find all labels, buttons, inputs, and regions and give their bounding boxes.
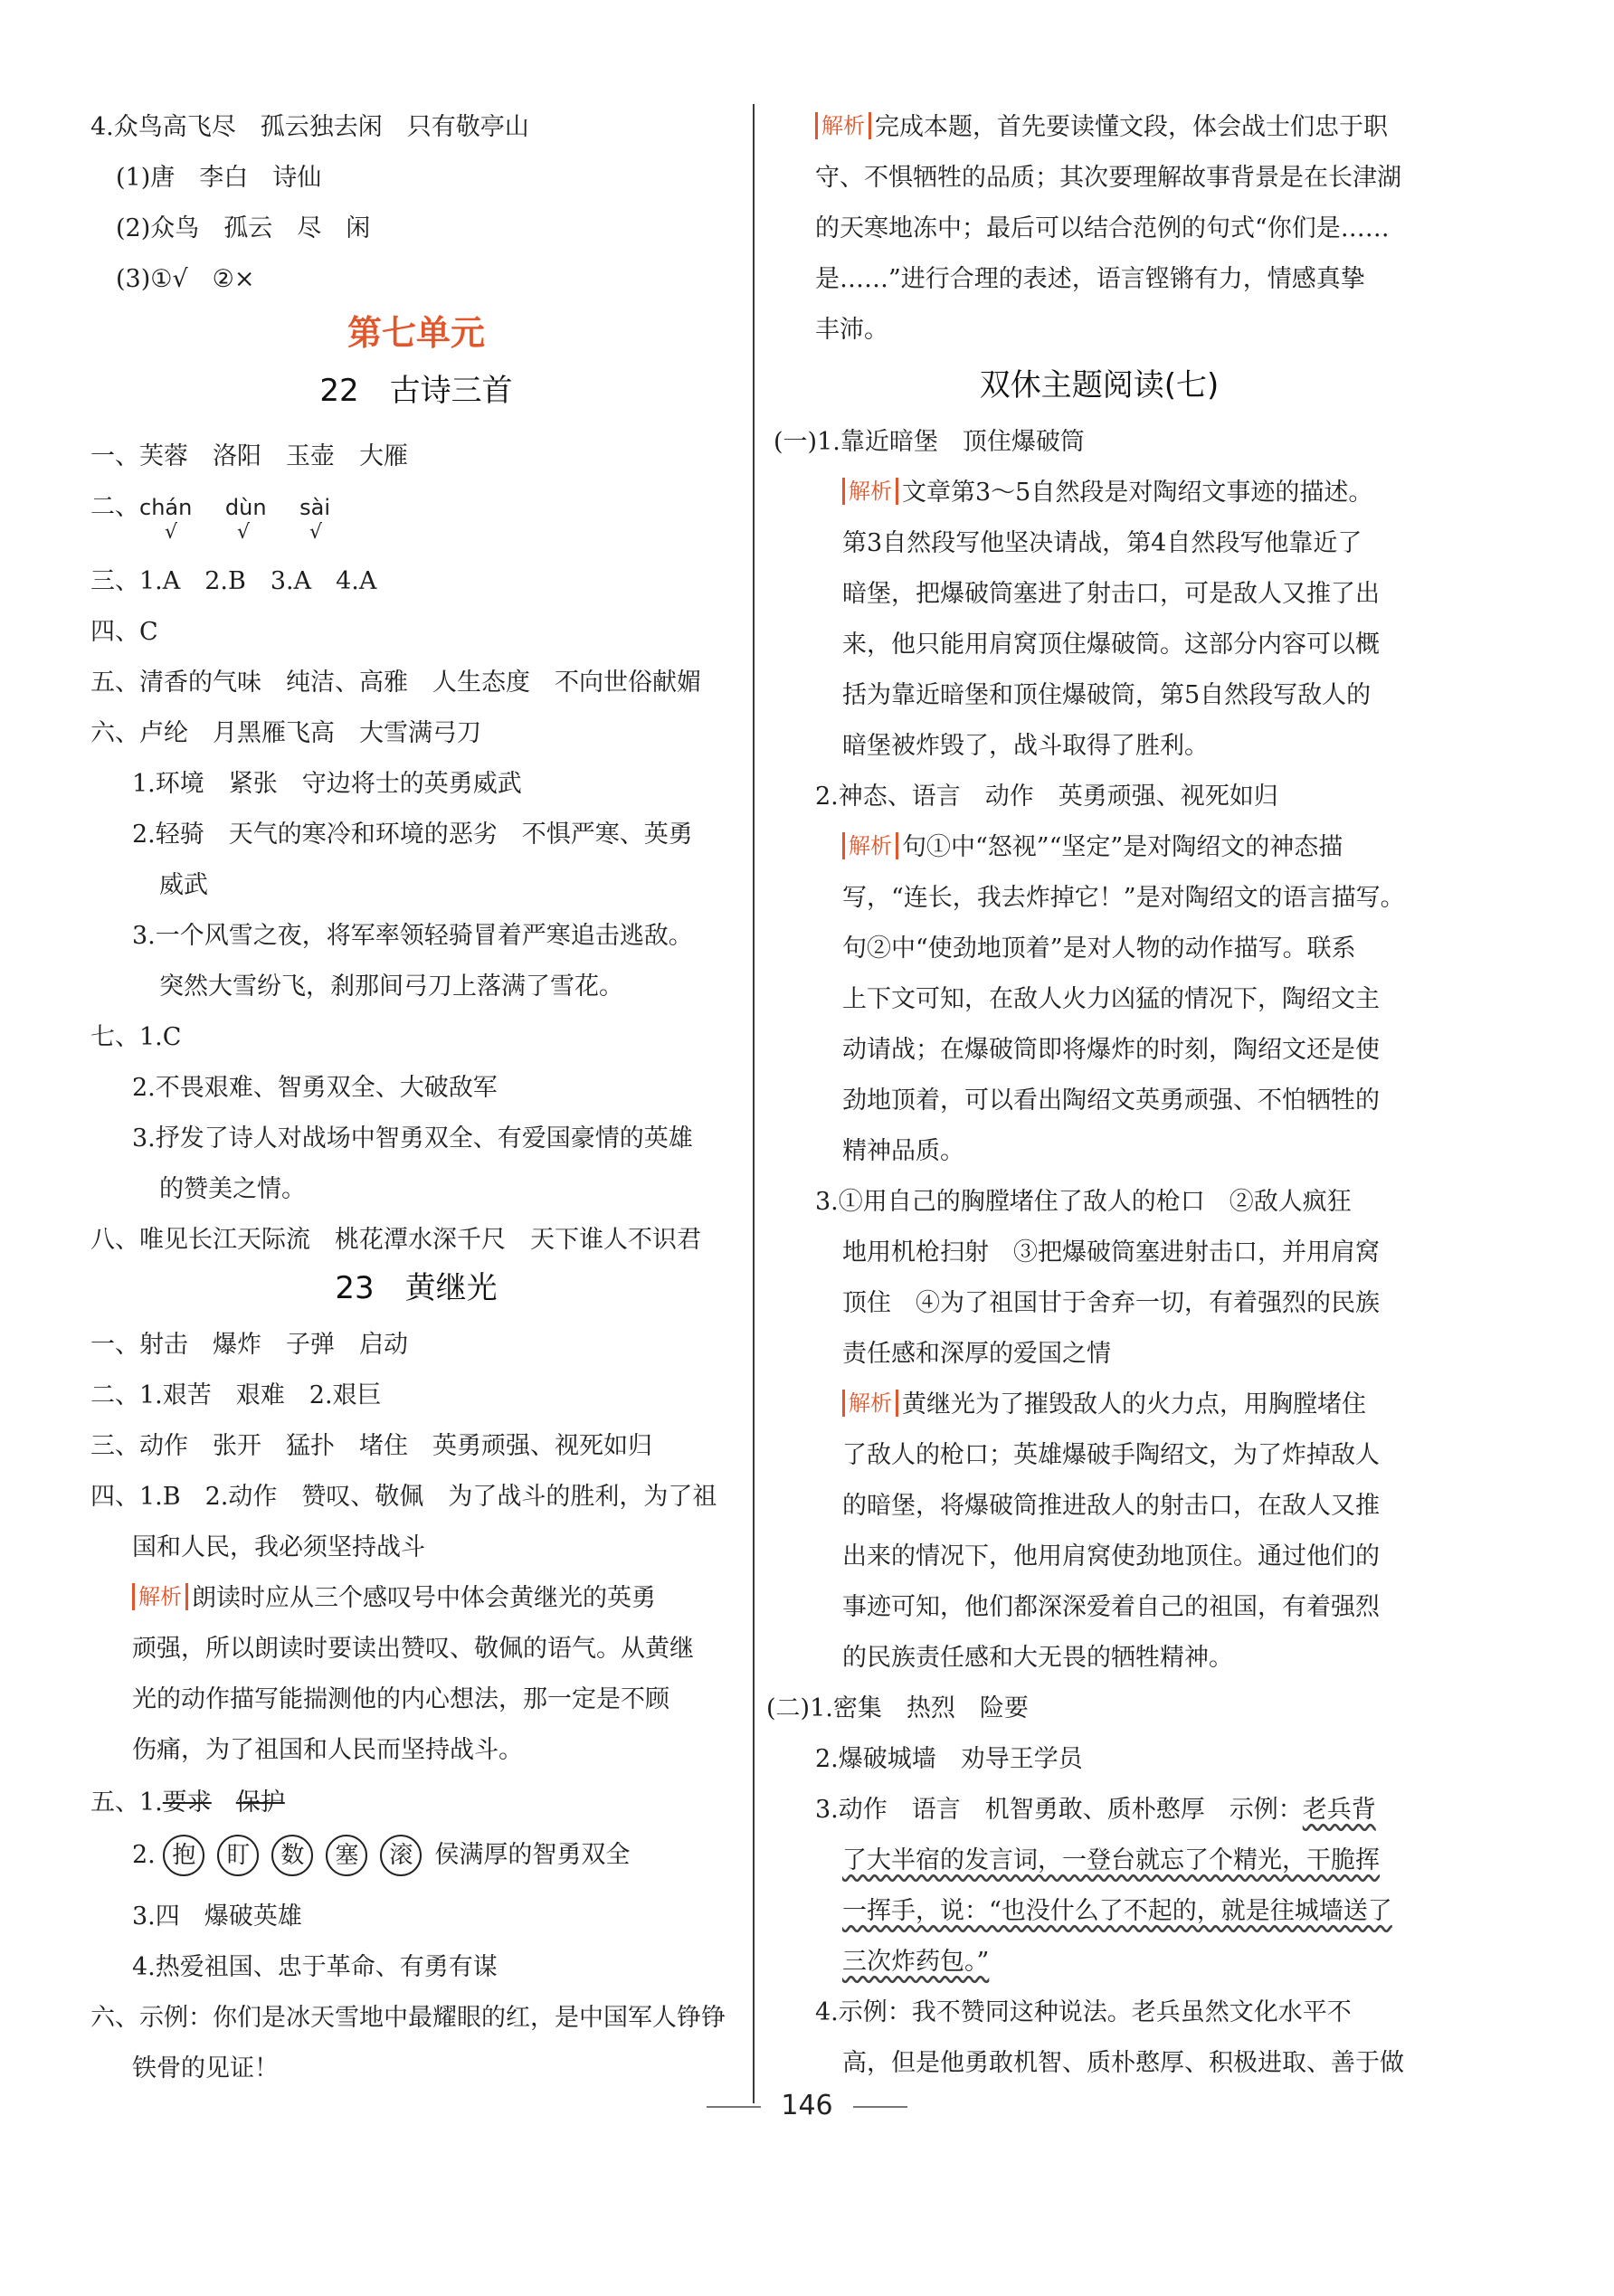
unit-title: 第七单元: [347, 313, 485, 353]
circled-char: 抱: [163, 1835, 204, 1876]
answer-line: 一、芙蓉 洛阳 玉壶 大雁: [90, 442, 408, 470]
analysis-line: [815, 110, 1388, 145]
answer-line: 3.四 爆破英雄: [132, 1902, 302, 1931]
answer-line: 1.环境 紧张 守边将士的英勇威武: [132, 770, 522, 798]
circled-chars-line: [132, 1835, 630, 1876]
analysis-line: [842, 1388, 1366, 1422]
answer-line: [815, 1793, 1376, 1827]
page-number-footer: [0, 2090, 1614, 2121]
analysis-line: 了敌人的枪口；英雄爆破手陶绍文，为了炸掉敌人: [842, 1441, 1380, 1469]
answer-prefix: 2.: [132, 1841, 156, 1869]
answer-line: (一)1.靠近暗堡 顶住爆破筒: [774, 428, 1085, 456]
circled-char: 数: [271, 1835, 313, 1876]
answer-line: 地用机枪扫射 ③把爆破筒塞进射击口，并用肩窝: [842, 1238, 1380, 1267]
analysis-line: 括为靠近暗堡和顶住爆破筒，第5自然段写敌人的: [842, 681, 1372, 709]
answer-line: 三、动作 张开 猛扑 堵住 英勇顽强、视死如归: [90, 1432, 652, 1460]
answer-line: 五、清香的气味 纯洁、高雅 人生态度 不向世俗献媚: [90, 669, 701, 697]
answer-line: 责任感和深厚的爱国之情: [842, 1340, 1111, 1368]
answer-line: 八、唯见长江天际流 桃花潭水深千尺 天下谁人不识君: [90, 1226, 701, 1254]
analysis-tag: 解析: [132, 1583, 188, 1610]
underlined-line: 了大半宿的发言词，一登台就忘了个精光，干脆挥: [842, 1846, 1380, 1874]
analysis-line: 劲地顶着，可以看出陶绍文英勇顽强、不怕牺牲的: [842, 1086, 1380, 1115]
analysis-tag: 解析: [842, 1390, 898, 1417]
analysis-line: 的暗堡，将爆破筒推进敌人的射击口，在敌人又推: [842, 1492, 1380, 1520]
analysis-line: [842, 476, 1372, 510]
answer-line: 威武: [159, 871, 208, 899]
analysis-line: 守、不惧牺牲的品质；其次要理解故事背景是在长津湖: [815, 164, 1401, 192]
footer-dash: [707, 2106, 761, 2108]
analysis-line: 光的动作描写能揣测他的内心想法，那一定是不顾: [132, 1685, 669, 1713]
analysis-line: 暗堡被炸毁了，战斗取得了胜利。: [842, 732, 1209, 760]
analysis-line: 句②中“使劲地顶着”是对人物的动作描写。联系: [842, 935, 1356, 963]
answer-line: 六、示例：你们是冰天雪地中最耀眼的红，是中国军人铮铮: [90, 2004, 726, 2032]
pinyin: dùn: [224, 495, 267, 520]
answer-line: 3.①用自己的胸膛堵住了敌人的枪口 ②敌人疯狂: [815, 1188, 1352, 1216]
answer-line: 七、1.C: [90, 1023, 182, 1051]
answer-line: 2.轻骑 天气的寒冷和环境的恶劣 不惧严寒、英勇: [132, 821, 693, 849]
answer-line: 铁骨的见证！: [132, 2054, 279, 2083]
underlined-line: 一挥手，说：“也没什么了不起的，就是往城墙送了: [842, 1897, 1392, 1925]
underlined-text: 老兵背: [1302, 1796, 1376, 1824]
answer-line: 四、C: [90, 618, 158, 646]
analysis-line: 精神品质。: [842, 1137, 964, 1165]
analysis-text: 黄继光为了摧毁敌人的火力点，用胸膛堵住: [902, 1390, 1366, 1418]
answer-text: 侯满厚的智勇双全: [434, 1841, 631, 1869]
circled-char: 盯: [217, 1835, 259, 1876]
answer-line: 顶住 ④为了祖国甘于舍弃一切，有着强烈的民族: [842, 1289, 1380, 1317]
answer-line: 4.众鸟高飞尽 孤云独去闲 只有敬亭山: [90, 113, 529, 141]
answer-text: 3.动作 语言 机智勇敢、质朴憨厚 示例：: [815, 1796, 1303, 1824]
answer-prefix: 五、1.: [90, 1788, 163, 1817]
analysis-line: 第3自然段写他坚决请战，第4自然段写他靠近了: [842, 529, 1362, 557]
lesson-title: 23 黄继光: [335, 1270, 498, 1306]
column-divider: [753, 104, 755, 2103]
answer-line: 一、射击 爆炸 子弹 启动: [90, 1331, 408, 1359]
circled-char: 滚: [380, 1835, 422, 1876]
answer-line: 六、卢纶 月黑雁飞高 大雪满弓刀: [90, 719, 481, 747]
answer-line: 2.不畏艰难、智勇双全、大破敌军: [132, 1074, 498, 1102]
analysis-line: 暗堡，把爆破筒塞进了射击口，可是敌人又推了出: [842, 580, 1380, 608]
underlined-line: 三次炸药包。”: [842, 1948, 990, 1976]
reading-title: 双休主题阅读(七): [979, 367, 1220, 403]
circled-char: 塞: [326, 1835, 367, 1876]
answer-line: (二)1.密集 热烈 险要: [766, 1694, 1029, 1722]
analysis-line: 写，“连长，我去炸掉它！”是对陶绍文的语言描写。: [842, 884, 1405, 912]
analysis-line: 伤痛，为了祖国和人民而坚持战斗。: [132, 1736, 523, 1764]
handwritten-answer: 保护: [235, 1788, 285, 1817]
answer-line: 二、1.艰苦 艰难 2.艰巨: [90, 1381, 382, 1409]
analysis-text: 文章第3～5自然段是对陶绍文事迹的描述。: [902, 479, 1373, 507]
analysis-line: 上下文可知，在敌人火力凶猛的情况下，陶绍文主: [842, 985, 1380, 1013]
answer-line: 的赞美之情。: [159, 1175, 306, 1203]
answer-line: 高，但是他勇敢机智、质朴憨厚、积极进取、善于做: [842, 2049, 1404, 2077]
analysis-line: 的天寒地冻中；最后可以结合范例的句式“你们是……: [815, 214, 1390, 242]
answer-line: 三、1.A 2.B 3.A 4.A: [90, 567, 377, 595]
analysis-text: 句①中“怒视”“坚定”是对陶绍文的神态描: [902, 833, 1343, 861]
analysis-line: 的民族责任感和大无畏的牺牲精神。: [842, 1644, 1233, 1672]
analysis-text: 朗读时应从三个感叹号中体会黄继光的英勇: [192, 1584, 656, 1612]
analysis-line: 是……”进行合理的表述，语言铿锵有力，情感真挚: [815, 265, 1365, 293]
analysis-line: 顽强，所以朗读时要读出赞叹、敬佩的语气。从黄继: [132, 1635, 694, 1663]
answer-line: (1)唐 李白 诗仙: [116, 164, 322, 192]
page-number: 146: [781, 2090, 833, 2121]
handwritten-answer: 要求: [162, 1788, 212, 1817]
answer-line: 4.热爱祖国、忠于革命、有勇有谋: [132, 1953, 498, 1981]
answer-line: 2.神态、语言 动作 英勇顽强、视死如归: [815, 783, 1278, 811]
analysis-line: 动请战；在爆破筒即将爆炸的时刻，陶绍文还是使: [842, 1036, 1380, 1064]
answer-line: 4.示例：我不赞同这种说法。老兵虽然文化水平不: [815, 1998, 1352, 2026]
pinyin: sài: [299, 495, 331, 520]
analysis-tag: 解析: [842, 832, 898, 859]
analysis-line: 事迹可知，他们都深深爱着自己的祖国，有着强烈: [842, 1593, 1380, 1621]
lesson-title: 22 古诗三首: [319, 373, 513, 409]
pinyin: chán: [139, 495, 193, 520]
answer-line: 3.一个风雪之夜，将军率领轻骑冒着严寒追击逃敌。: [132, 922, 693, 950]
answer-line: (2)众鸟 孤云 尽 闲: [116, 214, 371, 242]
check-marks: √ √ √: [165, 521, 323, 544]
analysis-line: 出来的情况下，他用肩窝使劲地顶住。通过他们的: [842, 1542, 1380, 1570]
answer-prefix: 二、: [90, 493, 139, 521]
answer-line: 突然大雪纷飞，刹那间弓刀上落满了雪花。: [159, 972, 623, 1001]
analysis-text: 完成本题，首先要读懂文段，体会战士们忠于职: [875, 113, 1388, 141]
answer-line: 国和人民，我必须坚持战斗: [132, 1533, 425, 1561]
answer-line: 四、1.B 2.动作 赞叹、敬佩 为了战斗的胜利，为了祖: [90, 1483, 717, 1511]
analysis-line: [132, 1581, 656, 1616]
analysis-line: 丰沛。: [815, 316, 888, 344]
analysis-line: [842, 830, 1343, 865]
analysis-line: 来，他只能用肩窝顶住爆破筒。这部分内容可以概: [842, 631, 1380, 659]
answer-line: 2.爆破城墙 劝导王学员: [815, 1745, 1083, 1773]
analysis-tag: 解析: [842, 478, 898, 505]
answer-line: [90, 1786, 285, 1820]
answer-line: 3.抒发了诗人对战场中智勇双全、有爱国豪情的英雄: [132, 1124, 693, 1153]
analysis-tag: 解析: [815, 112, 871, 139]
answer-line: (3)①√ ②×: [116, 265, 255, 293]
footer-dash: [853, 2106, 907, 2108]
